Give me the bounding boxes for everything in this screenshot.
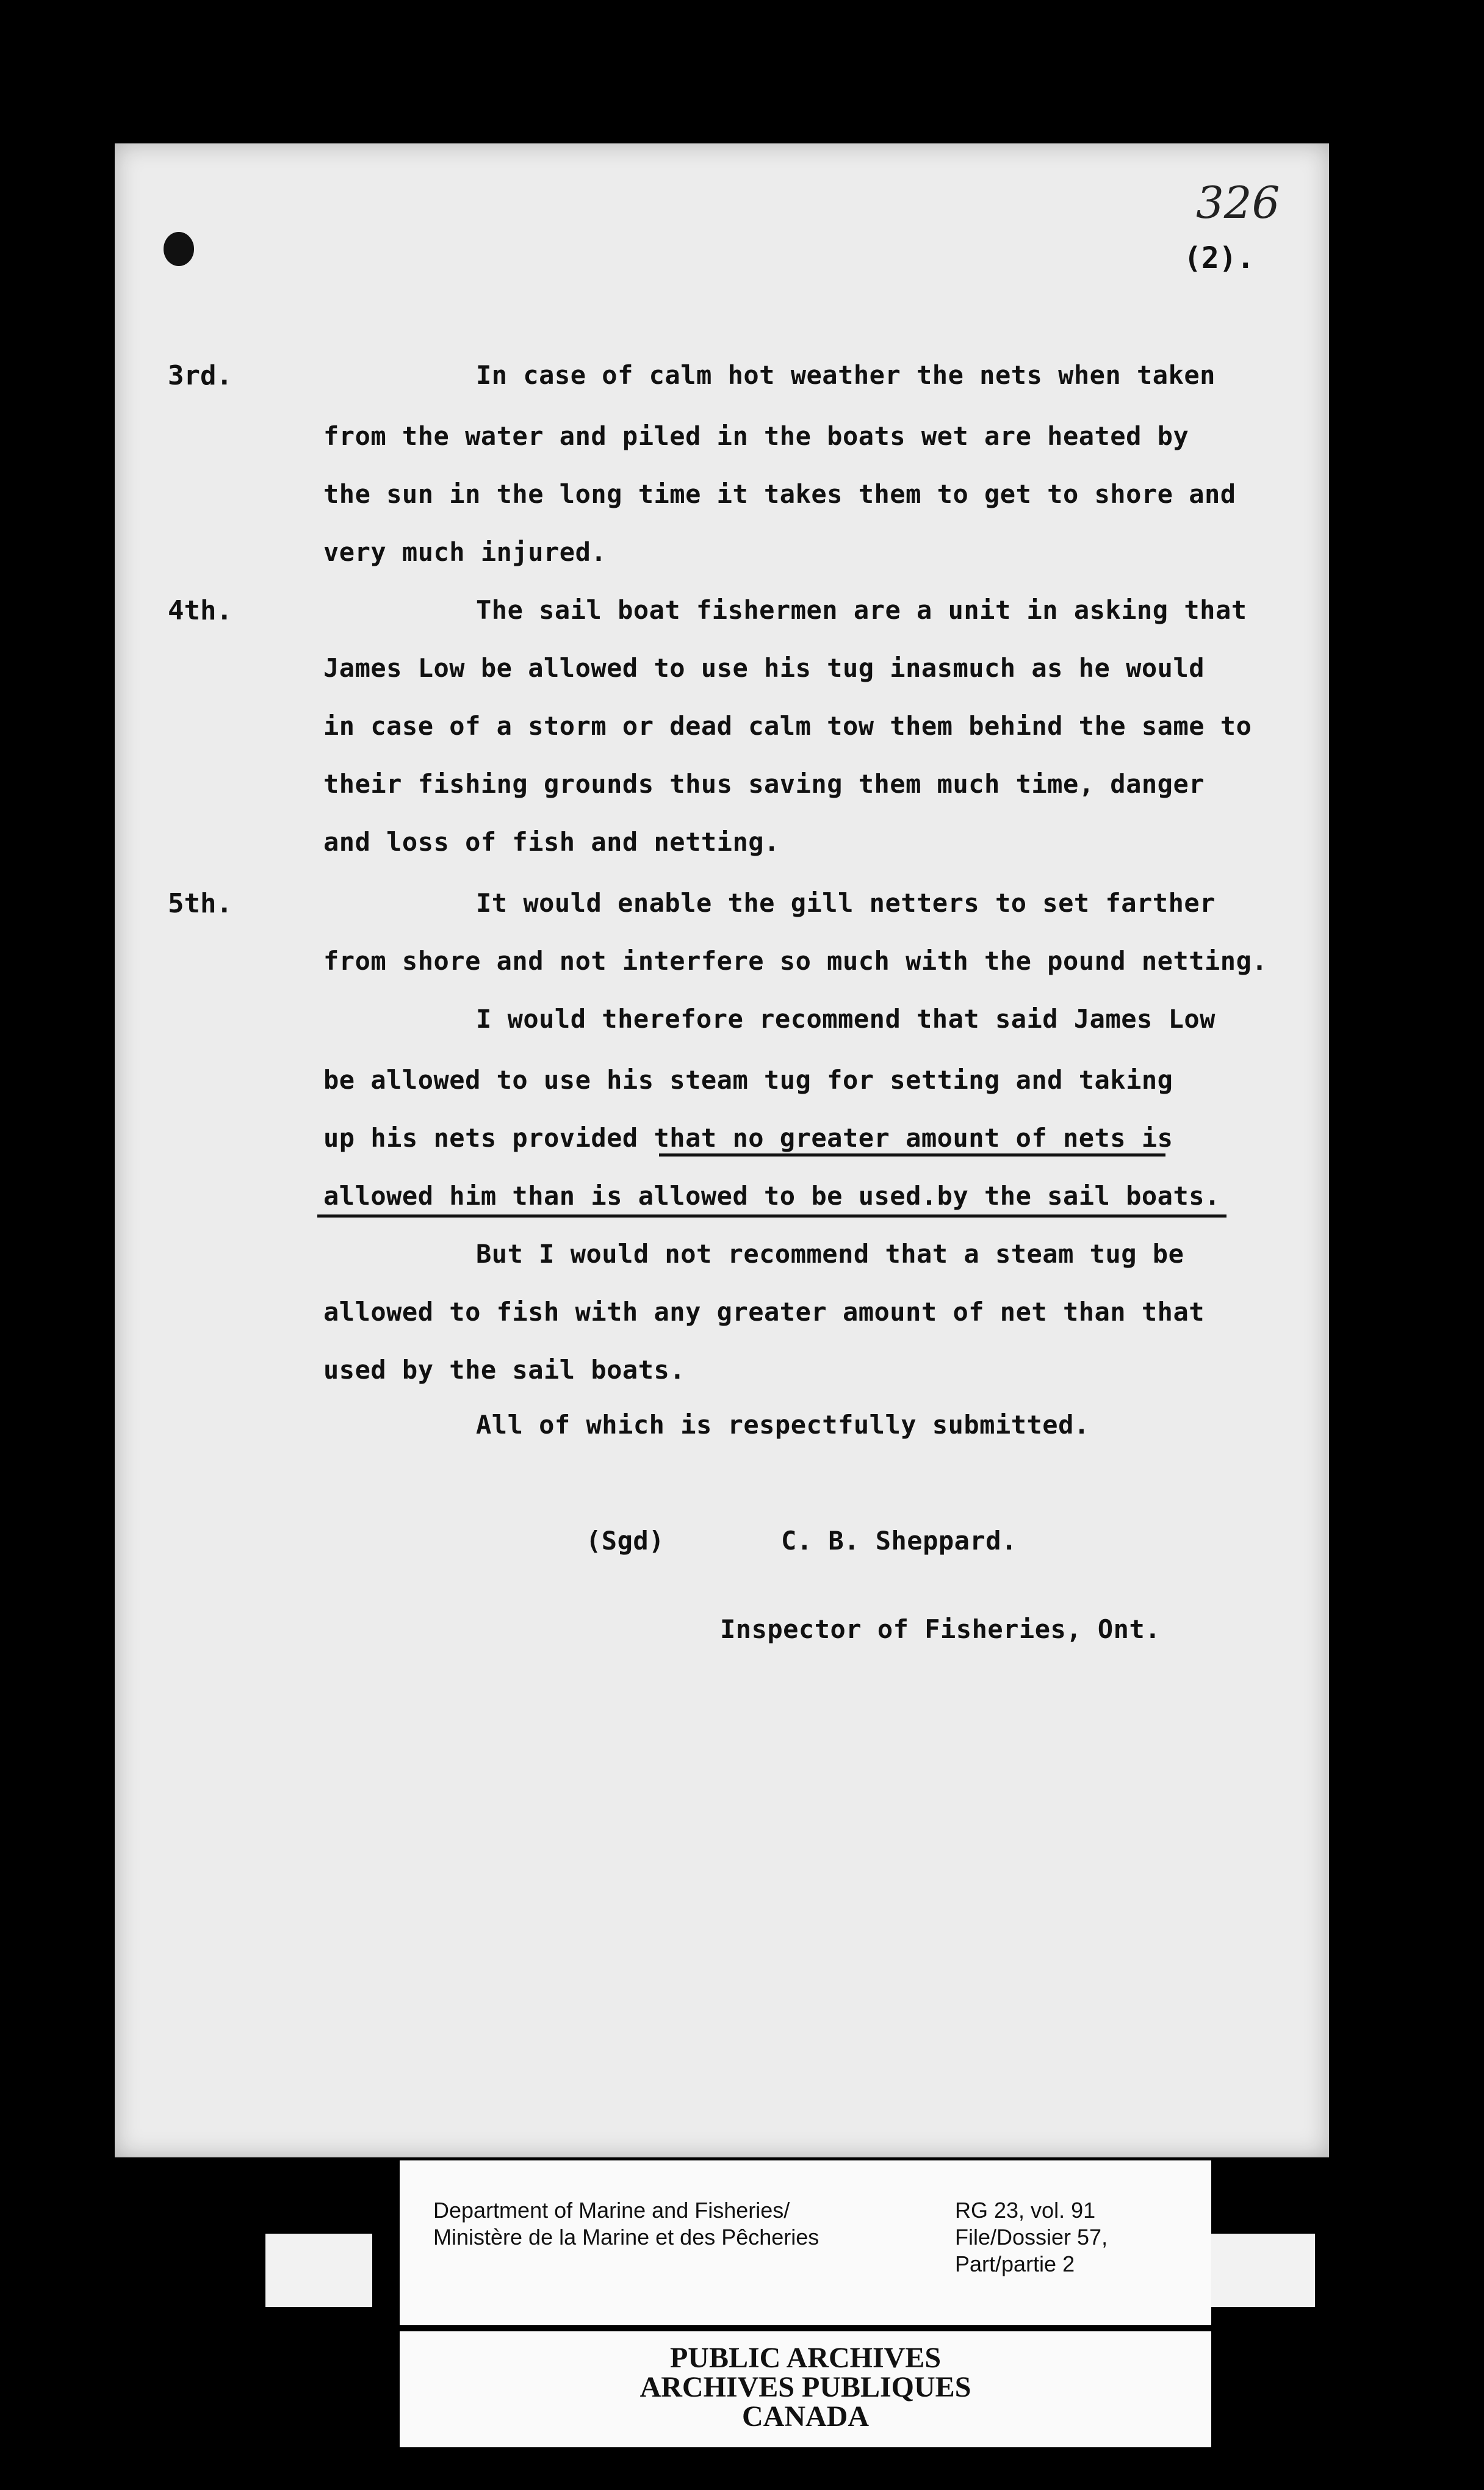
page-number: (2).	[1184, 241, 1255, 275]
label-tab-left	[265, 2234, 372, 2307]
text-line: from the water and piled in the boats wet are heated by	[323, 421, 1189, 451]
text-line: up his nets provided that no greater amount of nets is	[323, 1123, 1173, 1153]
folio-number: 326	[1196, 177, 1280, 228]
label-line: File/Dossier 57,	[955, 2225, 1108, 2250]
signature-name: C. B. Sheppard.	[781, 1526, 1017, 1556]
label-line: Part/partie 2	[955, 2251, 1075, 2276]
label-line: RG 23, vol. 91	[955, 2198, 1096, 2223]
text-line: from shore and not interfere so much with the pound netting.	[323, 946, 1268, 976]
paragraph-number: 4th.	[168, 595, 232, 626]
text-line: James Low be allowed to use his tug inasmuch as he would	[323, 653, 1205, 683]
punch-hole	[164, 232, 194, 266]
department-text	[433, 2197, 819, 2251]
label-line: Ministère de la Marine et des Pêcheries	[433, 2225, 819, 2250]
handwritten-underline	[317, 1214, 1226, 1218]
text-line: allowed him than is allowed to be used.by the sail boats.	[323, 1181, 1220, 1211]
archives-stamp	[400, 2344, 1211, 2431]
text-line: the sun in the long time it takes them to get to shore and	[323, 479, 1236, 509]
text-line: allowed to fish with any greater amount of net than that	[323, 1297, 1205, 1327]
text-line: It would enable the gill netters to set farther	[476, 888, 1216, 918]
stamp-line: ARCHIVES PUBLIQUES	[639, 2371, 971, 2403]
text-line: used by the sail boats.	[323, 1355, 686, 1385]
text-line: and loss of fish and netting.	[323, 827, 780, 857]
paragraph-number: 3rd.	[168, 360, 232, 391]
label-tab-right	[1208, 2234, 1315, 2307]
text-line: The sail boat fishermen are a unit in asking that	[476, 595, 1247, 625]
label-divider	[400, 2325, 1211, 2331]
text-line: in case of a storm or dead calm tow them behind the same to	[323, 711, 1252, 741]
text-line: their fishing grounds thus saving them much time, danger	[323, 769, 1205, 799]
handwritten-underline	[659, 1153, 1165, 1157]
signature-title: Inspector of Fisheries, Ont.	[720, 1614, 1161, 1644]
text-line: be allowed to use his steam tug for setting and taking	[323, 1065, 1173, 1095]
text-line: I would therefore recommend that said James Low	[476, 1004, 1216, 1034]
paragraph-number: 5th.	[168, 888, 232, 919]
archive-label	[400, 2160, 1211, 2447]
stamp-line: PUBLIC ARCHIVES	[669, 2342, 942, 2374]
signature-sgd: (Sgd)	[586, 1526, 665, 1556]
text-line: very much injured.	[323, 537, 607, 567]
text-line: In case of calm hot weather the nets when taken	[476, 360, 1216, 390]
label-line: Department of Marine and Fisheries/	[433, 2198, 790, 2223]
closing-line: All of which is respectfully submitted.	[476, 1410, 1090, 1440]
text-line: But I would not recommend that a steam tug be	[476, 1239, 1184, 1269]
reference-text	[955, 2197, 1108, 2278]
stamp-line: CANADA	[742, 2400, 869, 2433]
